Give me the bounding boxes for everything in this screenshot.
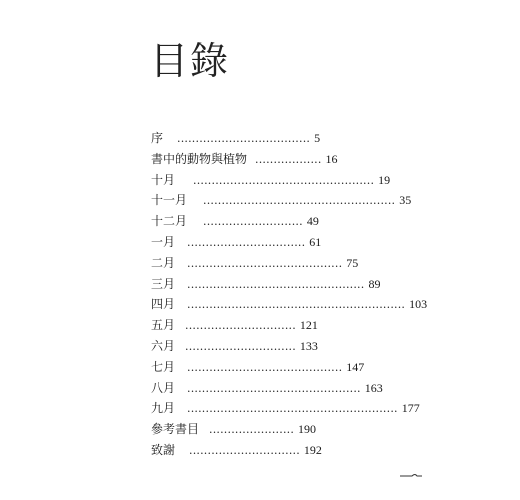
toc-entry-leader: .................................... — [177, 132, 311, 145]
toc-entry-leader: .................................................... — [203, 194, 396, 208]
toc-entry[interactable] — [151, 336, 411, 357]
toc-entry[interactable] — [151, 170, 411, 191]
toc-entry-label: 一月 — [151, 234, 176, 249]
toc-entry[interactable] — [151, 419, 411, 440]
toc-entry-page: 147 — [346, 359, 365, 374]
toc-entry-page: 192 — [303, 442, 322, 457]
toc-entry-leader: ........................... — [203, 215, 303, 229]
toc-entry-leader: ....................... — [209, 423, 295, 437]
toc-entry-page: 121 — [299, 318, 318, 333]
toc-entry-leader: .............................. — [189, 443, 300, 457]
toc-entry-page: 35 — [399, 193, 412, 208]
toc-entry-label: 十一月 — [151, 193, 188, 208]
toc-entry[interactable] — [151, 378, 411, 399]
toc-entry-label: 四月 — [151, 297, 176, 312]
toc-entry-page: 190 — [298, 422, 317, 437]
toc-entry-leader: ................................ — [187, 235, 306, 249]
toc-entry[interactable] — [151, 149, 411, 170]
toc-entry-label: 九月 — [151, 401, 176, 416]
toc-entry-label: 八月 — [151, 380, 176, 395]
toc-entry[interactable] — [151, 398, 420, 419]
toc-entry[interactable] — [151, 211, 411, 232]
toc-entry[interactable] — [151, 190, 411, 211]
toc-entry-page: 75 — [346, 255, 359, 270]
page-title: 目錄 — [150, 39, 231, 83]
toc-entry-leader: .......................................... — [187, 360, 343, 374]
toc-entry-leader: .................. — [255, 152, 322, 166]
toc-entry-page: 5 — [314, 131, 321, 145]
toc-entry-page: 177 — [401, 401, 420, 416]
toc-entry-page: 163 — [364, 380, 383, 395]
toc-entry[interactable] — [151, 232, 411, 253]
toc-entry-page: 49 — [306, 214, 319, 229]
toc-entry-leader: .............................. — [185, 319, 296, 333]
toc-entry-label: 二月 — [151, 255, 176, 270]
toc-entry-page: 61 — [309, 234, 322, 249]
toc-entry[interactable] — [151, 294, 428, 315]
toc-entry-leader: ................................................. — [193, 173, 375, 187]
toc-entry-label: 五月 — [151, 318, 176, 333]
toc-entry-label: 參考書目 — [151, 422, 200, 437]
toc-entry-page: 89 — [368, 276, 381, 291]
toc-entry-label: 致謝 — [151, 442, 176, 457]
toc-entry[interactable] — [151, 357, 411, 378]
toc-entry-label: 十二月 — [151, 214, 188, 229]
toc-entry-leader: .......................................... — [187, 256, 343, 270]
toc-entry[interactable] — [151, 440, 411, 461]
toc-entry-page: 133 — [299, 338, 318, 353]
toc-entry-page: 16 — [325, 151, 338, 166]
toc-entry[interactable] — [151, 274, 411, 295]
table-of-contents — [151, 128, 428, 461]
toc-entry-leader: .............................. — [185, 339, 296, 353]
toc-entry-page: 103 — [409, 297, 428, 312]
toc-entry-label: 七月 — [151, 359, 176, 374]
toc-entry-leader: ........................................................... — [187, 298, 406, 312]
toc-entry[interactable] — [151, 253, 411, 274]
toc-entry-leader: ................................................ — [187, 277, 365, 291]
toc-entry-label: 十月 — [151, 172, 176, 187]
toc-entry-label: 三月 — [151, 276, 176, 291]
toc-entry-page: 19 — [378, 172, 391, 187]
toc-entry-leader: ......................................................... — [187, 402, 398, 416]
toc-entry-leader: ............................................... — [187, 381, 361, 395]
toc-entry-label: 六月 — [151, 338, 176, 353]
toc-entry-label: 書中的動物與植物 — [151, 151, 248, 166]
toc-entry[interactable] — [151, 315, 411, 336]
decorative-mark — [400, 473, 422, 478]
toc-entry[interactable] — [151, 128, 411, 149]
toc-entry-label: 序 — [151, 131, 164, 145]
